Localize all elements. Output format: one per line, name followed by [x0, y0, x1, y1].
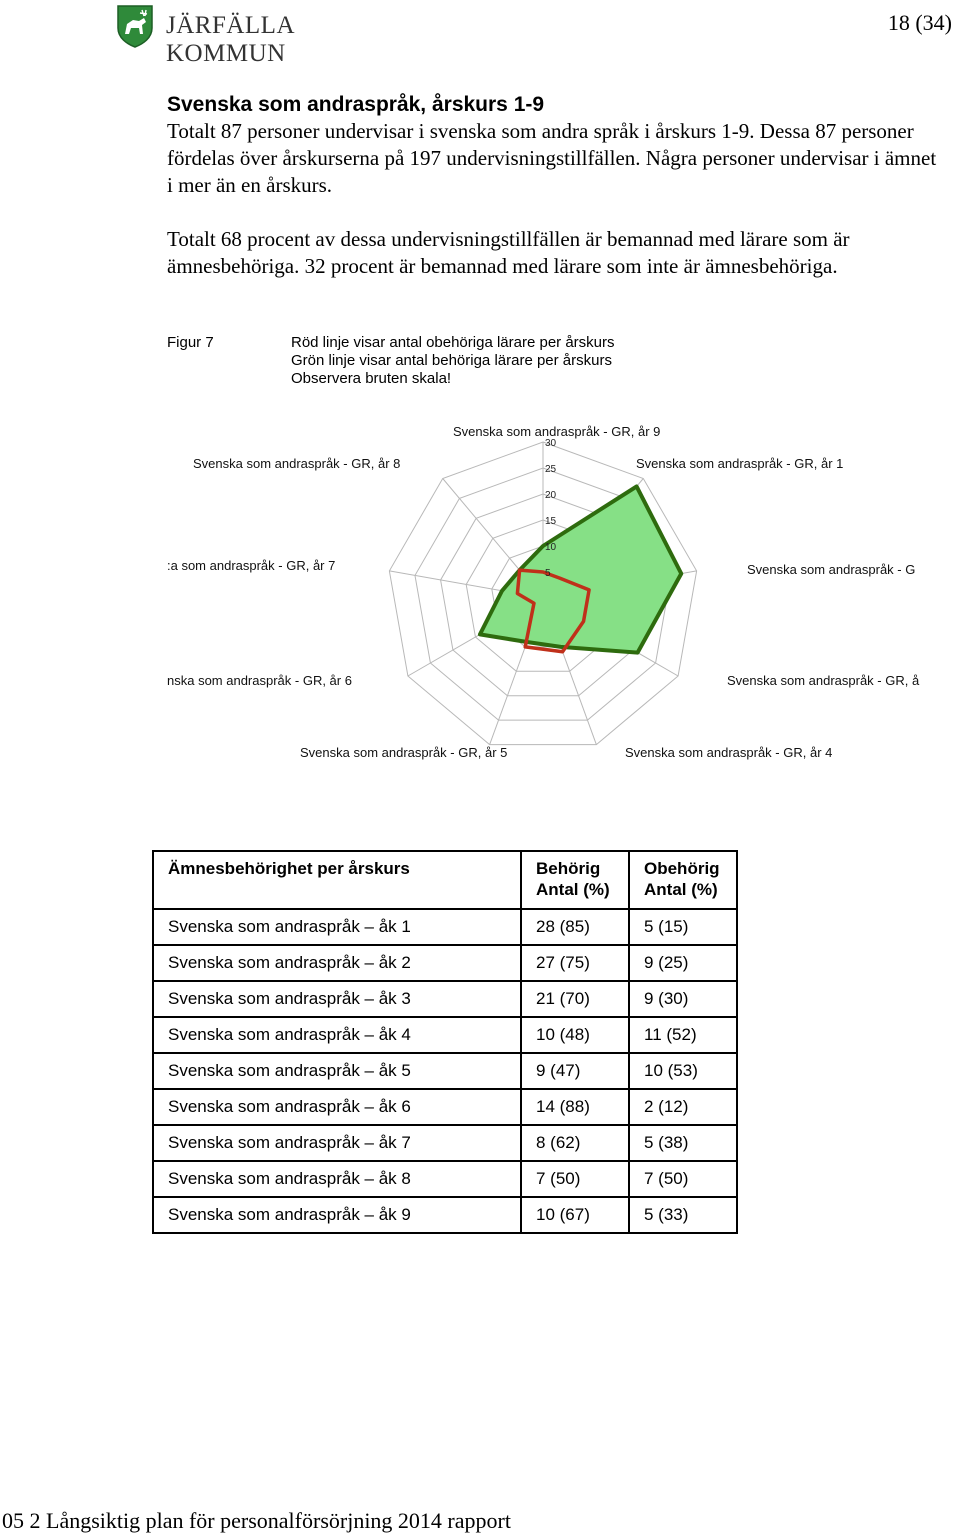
axis-label: Svenska som andraspråk - GR, år 9	[453, 424, 661, 439]
header-text: Ämnesbehörighet per årskurs	[168, 859, 410, 878]
cell-qualified: 28 (85)	[521, 909, 629, 945]
table-row	[153, 945, 737, 981]
table-row	[153, 1197, 737, 1233]
cell-subject: Svenska som andraspråk – åk 6	[153, 1089, 521, 1125]
cell-unqualified: 5 (38)	[629, 1125, 737, 1161]
cell-qualified: 7 (50)	[521, 1161, 629, 1197]
scale-tick-label: 15	[545, 516, 557, 527]
page-number: 18 (34)	[887, 10, 952, 35]
figure-line: Observera bruten skala!	[291, 370, 452, 387]
scale-tick-label: 10	[545, 542, 557, 553]
section-title: Svenska som andraspråk, årskurs 1-9	[167, 93, 545, 116]
table-row	[153, 1161, 737, 1197]
axis-label: Svenska som andraspråk - GR, år 5	[300, 745, 508, 760]
radar-chart	[167, 420, 930, 770]
figure-line: Röd linje visar antal obehöriga lärare per årskurs	[291, 334, 615, 351]
cell-subject: Svenska som andraspråk – åk 2	[153, 945, 521, 981]
axis-label: :a som andraspråk - GR, år 7	[167, 558, 336, 573]
scale-tick-label: 25	[545, 464, 557, 475]
header-unqualified	[629, 851, 737, 909]
figure-line: Grön linje visar antal behöriga lärare per årskurs	[291, 352, 612, 369]
axis-label: Svenska som andraspråk - G	[747, 562, 916, 577]
figure-label: Figur 7	[167, 334, 214, 351]
header-text: Antal (%)	[644, 880, 718, 899]
cell-unqualified: 7 (50)	[629, 1161, 737, 1197]
cell-unqualified: 5 (33)	[629, 1197, 737, 1233]
axis-label: Svenska som andraspråk - GR, år 1	[636, 456, 844, 471]
logo-text: JÄRFÄLLA KOMMUN	[166, 12, 294, 67]
table-row	[153, 981, 737, 1017]
table-row	[153, 909, 737, 945]
cell-qualified: 27 (75)	[521, 945, 629, 981]
municipality-logo	[116, 4, 376, 67]
cell-qualified: 10 (48)	[521, 1017, 629, 1053]
cell-unqualified: 5 (15)	[629, 909, 737, 945]
axis-label: nska som andraspråk - GR, år 6	[167, 673, 352, 688]
axis-label: Svenska som andraspråk - GR, år 4	[625, 745, 833, 760]
page-footer: 05 2 Långsiktig plan för personalförsörjning 2014 rapport	[2, 1508, 511, 1533]
header-qualified	[521, 851, 629, 909]
axis-label: Svenska som andraspråk - GR, å	[727, 673, 920, 688]
scale-tick-label: 5	[545, 568, 551, 579]
cell-subject: Svenska som andraspråk – åk 1	[153, 909, 521, 945]
paragraph: Totalt 68 procent av dessa undervisningstillfällen är bemannad med lärare som är ämnesbehöriga. 32 procent är bemannad med lärare som inte är ämnesbehöriga.	[167, 227, 850, 278]
header-text: Obehörig	[644, 859, 720, 878]
section	[167, 91, 937, 280]
cell-qualified: 14 (88)	[521, 1089, 629, 1125]
table-header-row	[153, 851, 737, 909]
competence-table	[152, 850, 738, 1234]
coat-of-arms-icon	[116, 4, 154, 48]
figure-description	[291, 334, 615, 388]
cell-subject: Svenska som andraspråk – åk 5	[153, 1053, 521, 1089]
cell-unqualified: 11 (52)	[629, 1017, 737, 1053]
cell-subject: Svenska som andraspråk – åk 9	[153, 1197, 521, 1233]
header-text: Behörig	[536, 859, 601, 878]
cell-qualified: 8 (62)	[521, 1125, 629, 1161]
cell-unqualified: 10 (53)	[629, 1053, 737, 1089]
scale-tick-label: 30	[545, 438, 557, 449]
cell-qualified: 10 (67)	[521, 1197, 629, 1233]
cell-subject: Svenska som andraspråk – åk 8	[153, 1161, 521, 1197]
paragraph: Totalt 87 personer undervisar i svenska som andra språk i årskurs 1-9. Dessa 87 personer fördelas över årskurserna på 197 undervisningstillfällen. Några personer undervisar i ämnet i mer än en årskurs.	[167, 119, 937, 197]
cell-unqualified: 2 (12)	[629, 1089, 737, 1125]
cell-subject: Svenska som andraspråk – åk 7	[153, 1125, 521, 1161]
table-row	[153, 1017, 737, 1053]
cell-unqualified: 9 (30)	[629, 981, 737, 1017]
header-subject	[153, 851, 521, 909]
radar-chart-svg	[167, 420, 930, 770]
cell-subject: Svenska som andraspråk – åk 4	[153, 1017, 521, 1053]
axis-label: Svenska som andraspråk - GR, år 8	[193, 456, 401, 471]
scale-tick-label: 20	[545, 490, 557, 501]
header-text: Antal (%)	[536, 880, 610, 899]
table-row	[153, 1125, 737, 1161]
cell-subject: Svenska som andraspråk – åk 3	[153, 981, 521, 1017]
cell-qualified: 21 (70)	[521, 981, 629, 1017]
table-row	[153, 1089, 737, 1125]
table-row	[153, 1053, 737, 1089]
cell-unqualified: 9 (25)	[629, 945, 737, 981]
cell-qualified: 9 (47)	[521, 1053, 629, 1089]
